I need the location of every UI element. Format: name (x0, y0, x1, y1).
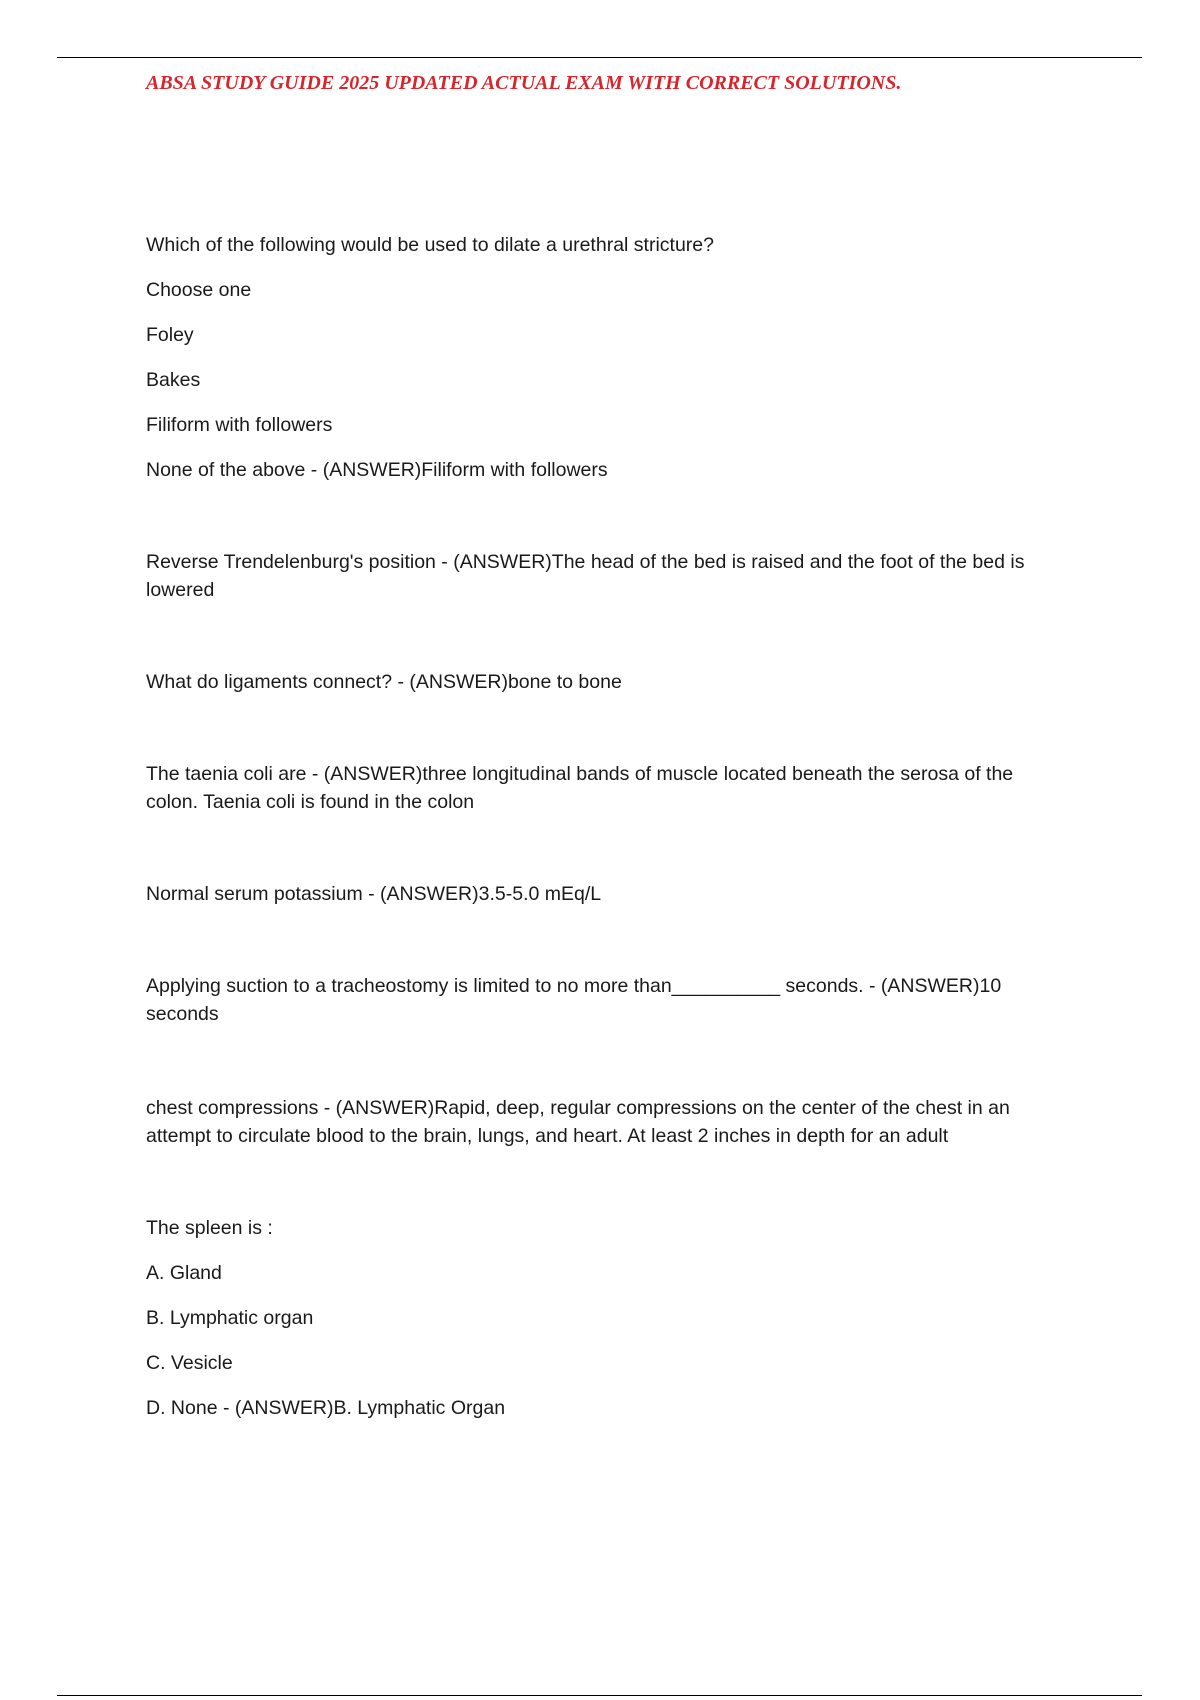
question-text: Which of the following would be used to dilate a urethral stricture? (146, 234, 714, 256)
answer-option: Filiform with followers (146, 414, 333, 436)
question-spleen (146, 1214, 1066, 1422)
answer-option: B. Lymphatic organ (146, 1307, 314, 1329)
answer-option: C. Vesicle (146, 1352, 233, 1374)
question-chest-compressions: chest compressions - (ANSWER)Rapid, deep, regular compressions on the center of the chest in an attempt to circulate blood to the brain, lungs, and heart. At least 2 inches in depth for an adult (146, 1097, 1010, 1147)
answer-option: A. Gland (146, 1262, 222, 1284)
answer-option-with-answer: D. None - (ANSWER)B. Lymphatic Organ (146, 1397, 506, 1419)
question-instruction: Choose one (146, 279, 252, 301)
footer-rule (57, 1695, 1142, 1696)
document-title: ABSA STUDY GUIDE 2025 UPDATED ACTUAL EXAM WITH CORRECT SOLUTIONS. (146, 72, 902, 94)
question-serum-potassium: Normal serum potassium - (ANSWER)3.5-5.0 mEq/L (146, 883, 602, 905)
answer-option-with-answer: None of the above - (ANSWER)Filiform with followers (146, 459, 608, 481)
question-tracheostomy-suction: Applying suction to a tracheostomy is limited to no more than__________ seconds. - (ANSWER)10 seconds (146, 975, 1002, 1025)
question-urethral-stricture (146, 231, 1066, 484)
document-body (146, 231, 1066, 1422)
header-rule (57, 57, 1142, 58)
answer-option: Foley (146, 324, 194, 346)
question-taenia-coli: The taenia coli are - (ANSWER)three longitudinal bands of muscle located beneath the serosa of the colon. Taenia coli is found in the colon (146, 763, 1014, 813)
question-reverse-trendelenburg: Reverse Trendelenburg's position - (ANSWER)The head of the bed is raised and the foot of the bed is lowered (146, 551, 1025, 601)
question-text: The spleen is : (146, 1217, 273, 1239)
answer-option: Bakes (146, 369, 201, 391)
question-ligaments: What do ligaments connect? - (ANSWER)bone to bone (146, 671, 622, 693)
